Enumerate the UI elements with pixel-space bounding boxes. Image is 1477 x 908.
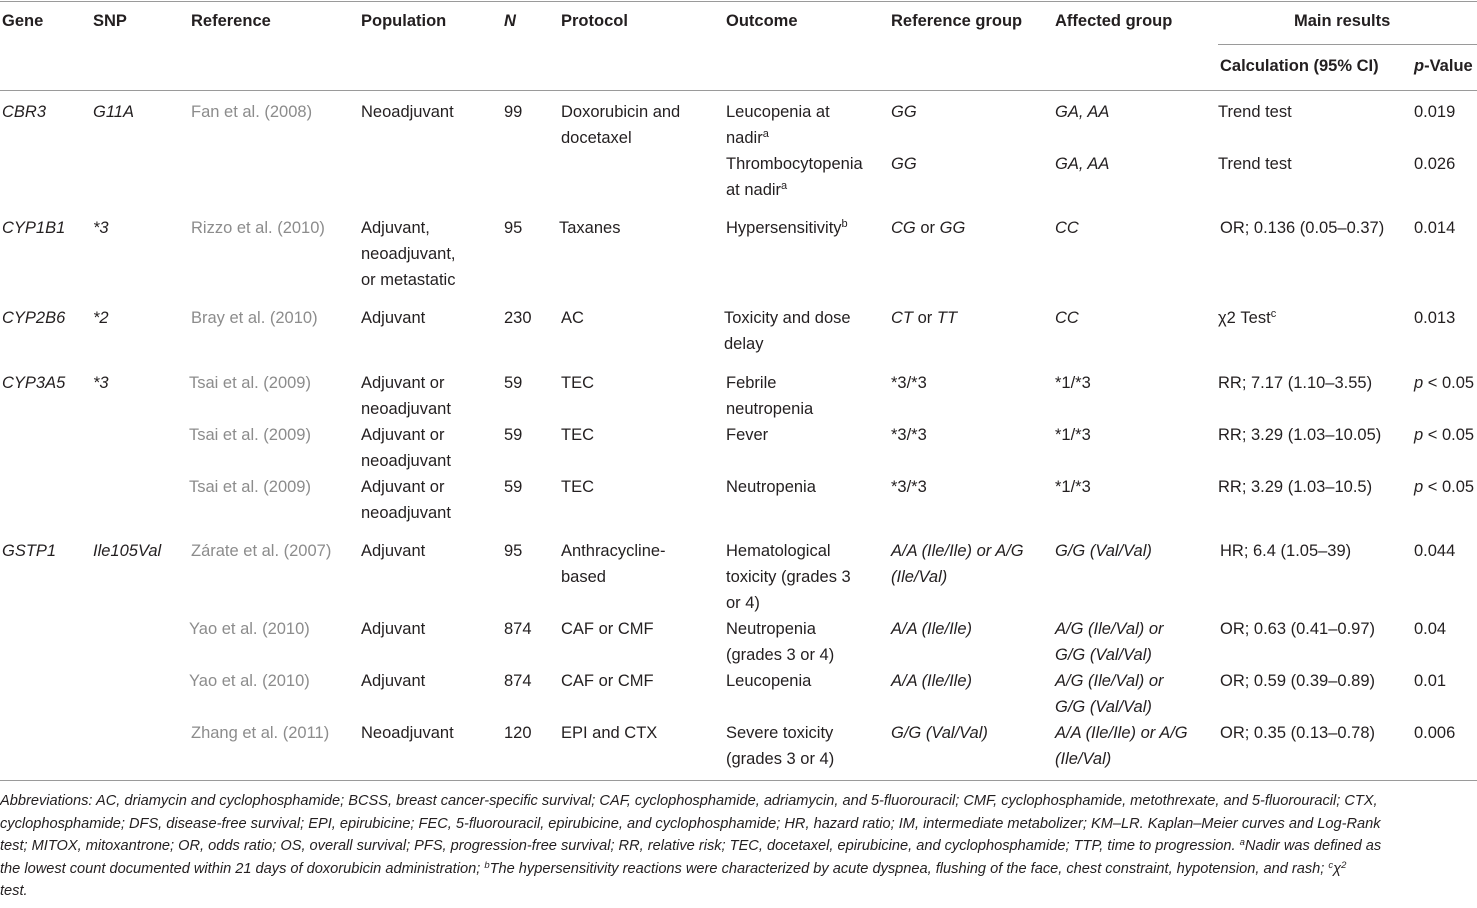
outcome-cell-text: Hypersensitivity bbox=[726, 219, 842, 237]
calculation-text: χ2 Test bbox=[1218, 309, 1271, 327]
population-cell-text: or metastatic bbox=[361, 271, 456, 289]
protocol-cell-text: based bbox=[561, 568, 606, 586]
reference-group-cell-text: *3/*3 bbox=[891, 374, 927, 392]
population-cell bbox=[361, 474, 444, 500]
calculation-text: RR; 7.17 (1.10–3.55) bbox=[1218, 374, 1373, 392]
header-outcome: Outcome bbox=[726, 12, 798, 30]
reference-cell: Bray et al. (2010) bbox=[191, 309, 318, 327]
reference-group-cell-text: A/A (Ile/Ile) or A/G bbox=[891, 542, 1024, 560]
outcome-cell bbox=[724, 331, 763, 357]
footnote-marker: b bbox=[841, 218, 848, 230]
population-cell-text: neoadjuvant bbox=[361, 452, 451, 470]
affected-group-cell bbox=[1055, 305, 1079, 331]
reference-group-part: TT bbox=[936, 309, 958, 327]
outcome-cell-text: toxicity (grades 3 bbox=[726, 568, 851, 586]
reference-group-cell bbox=[891, 720, 988, 746]
affected-group-cell bbox=[1055, 642, 1152, 668]
calculation-text: RR; 3.29 (1.03–10.05) bbox=[1218, 426, 1382, 444]
calculation-text: OR; 0.59 (0.39–0.89) bbox=[1220, 672, 1376, 690]
affected-group-cell bbox=[1055, 538, 1152, 564]
population-cell bbox=[361, 267, 455, 293]
outcome-cell bbox=[726, 590, 760, 616]
outcome-cell bbox=[726, 474, 816, 500]
affected-group-cell bbox=[1055, 215, 1079, 241]
n-cell: 230 bbox=[504, 309, 532, 327]
outcome-cell bbox=[726, 538, 831, 564]
reference-cell: Tsai et al. (2009) bbox=[189, 478, 311, 496]
footnote-text: The hypersensitivity reactions were characterized by acute dyspnea, flushing of the face, chest constraint, hypotension, and rash; bbox=[489, 860, 1329, 877]
outcome-cell-text: or 4) bbox=[726, 594, 760, 612]
snp-cell: Ile105Val bbox=[93, 542, 162, 560]
snp-cell: *3 bbox=[93, 374, 109, 392]
outcome-cell bbox=[726, 99, 830, 125]
p-threshold: < 0.05 bbox=[1423, 478, 1475, 496]
reference-group-cell-text: A/A (Ile/Ile) bbox=[891, 672, 972, 690]
protocol-cell bbox=[561, 474, 594, 500]
footnote-line: Abbreviations: AC, driamycin and cyclophosphamide; BCSS, breast cancer-specific survival; CAF, cyclophosphamide, adriamycin, and 5-fluorouracil; CMF, cyclophosphamide, metothrexate, and 5-fluorouracil; CTX, bbox=[0, 793, 1378, 809]
reference-cell: Zárate et al. (2007) bbox=[191, 542, 332, 560]
reference-group-cell-text: *3/*3 bbox=[891, 478, 927, 496]
reference-cell: Rizzo et al. (2010) bbox=[191, 219, 325, 237]
main-results-rule bbox=[1218, 44, 1477, 45]
footnote-mark-a: a bbox=[1239, 837, 1245, 848]
snp-cell: G11A bbox=[93, 103, 134, 121]
footnote-text: Nadir was defined as bbox=[1244, 838, 1382, 854]
affected-group-text: (Ile/Val) bbox=[1055, 750, 1112, 768]
p-value-cell: 0.026 bbox=[1414, 155, 1456, 173]
protocol-cell-text: TEC bbox=[561, 426, 594, 444]
header-affected-group: Affected group bbox=[1055, 12, 1173, 30]
calculation-text: OR; 0.136 (0.05–0.37) bbox=[1220, 219, 1385, 237]
outcome-cell bbox=[726, 720, 833, 746]
outcome-cell bbox=[726, 151, 863, 177]
outcome-cell bbox=[726, 125, 769, 151]
outcome-cell-text: Leucopenia bbox=[726, 672, 812, 690]
population-cell bbox=[361, 448, 451, 474]
population-cell bbox=[361, 422, 444, 448]
calculation-cell bbox=[1220, 538, 1351, 564]
outcome-cell-text: Severe toxicity bbox=[726, 724, 834, 742]
protocol-cell-text: Doxorubicin and bbox=[561, 103, 681, 121]
protocol-cell-text: CAF or CMF bbox=[561, 672, 654, 690]
p-value-cell: 0.01 bbox=[1414, 672, 1447, 690]
affected-group-text: *1/*3 bbox=[1055, 426, 1091, 444]
reference-group-cell-text: GG bbox=[891, 103, 917, 121]
footnote-line bbox=[0, 858, 1477, 881]
affected-group-text: G/G (Val/Val) bbox=[1055, 698, 1152, 716]
population-cell-text: Neoadjuvant bbox=[361, 724, 454, 742]
calculation-text: HR; 6.4 (1.05–39) bbox=[1220, 542, 1352, 560]
header-main-results: Main results bbox=[1294, 12, 1391, 30]
affected-group-text: G/G (Val/Val) bbox=[1055, 542, 1152, 560]
p-value-cell: 0.04 bbox=[1414, 620, 1447, 638]
footnote-marker: a bbox=[762, 128, 769, 140]
outcome-cell-text: at nadir bbox=[726, 181, 782, 199]
gene-cell: CBR3 bbox=[2, 103, 47, 121]
outcome-cell bbox=[726, 177, 787, 203]
footnote-line bbox=[0, 835, 1477, 858]
reference-group-cell-text: G/G (Val/Val) bbox=[891, 724, 988, 742]
footnote-text: test; MITOX, mitoxantrone; OR, odds ratio; OS, overall survival; PFS, progression-free survival; RR, relative risk; TEC, docetaxel, epirubicine, and cyclophosphamide; TTP, time to progression. bbox=[0, 838, 1240, 854]
footnote-marker: c bbox=[1270, 308, 1277, 320]
outcome-cell bbox=[726, 564, 851, 590]
calculation-cell bbox=[1220, 215, 1384, 241]
calculation-cell bbox=[1218, 422, 1381, 448]
header-calculation: Calculation (95% CI) bbox=[1220, 57, 1379, 75]
protocol-cell bbox=[561, 668, 654, 694]
header-reference-group: Reference group bbox=[891, 12, 1023, 30]
population-cell-text: Adjuvant bbox=[361, 309, 426, 327]
header-reference: Reference bbox=[191, 12, 271, 30]
n-cell: 59 bbox=[504, 426, 523, 444]
reference-group-part: CG bbox=[891, 219, 916, 237]
table-footnote bbox=[0, 790, 1477, 903]
protocol-cell-text: Taxanes bbox=[559, 219, 621, 237]
protocol-cell-text: TEC bbox=[561, 374, 594, 392]
protocol-cell-text: AC bbox=[561, 309, 584, 327]
header-protocol: Protocol bbox=[561, 12, 628, 30]
affected-group-cell bbox=[1055, 746, 1111, 772]
reference-group-part: CT bbox=[891, 309, 913, 327]
calculation-cell bbox=[1218, 99, 1292, 125]
protocol-cell-text: TEC bbox=[561, 478, 594, 496]
protocol-cell bbox=[559, 215, 620, 241]
population-cell-text: neoadjuvant, bbox=[361, 245, 456, 263]
affected-group-text: CC bbox=[1055, 309, 1079, 327]
population-cell bbox=[361, 668, 425, 694]
affected-group-text: *1/*3 bbox=[1055, 478, 1091, 496]
population-cell-text: Adjuvant or bbox=[361, 478, 445, 496]
reference-group-part: or bbox=[920, 219, 936, 237]
outcome-cell-text: Hematological bbox=[726, 542, 831, 560]
affected-group-cell bbox=[1055, 99, 1109, 125]
outcome-cell bbox=[726, 668, 811, 694]
population-cell bbox=[361, 720, 454, 746]
affected-group-cell bbox=[1055, 720, 1188, 746]
footnote-mark-c: c bbox=[1328, 859, 1334, 871]
population-cell-text: Adjuvant bbox=[361, 542, 426, 560]
reference-group-cell bbox=[891, 151, 917, 177]
reference-group-cell bbox=[891, 668, 972, 694]
population-cell bbox=[361, 396, 451, 422]
outcome-cell bbox=[726, 616, 816, 642]
header-bottom-rule bbox=[0, 90, 1477, 91]
protocol-cell bbox=[561, 538, 666, 564]
protocol-cell bbox=[561, 616, 654, 642]
population-cell-text: Adjuvant, bbox=[361, 219, 430, 237]
calculation-cell bbox=[1220, 668, 1375, 694]
table-top-rule bbox=[0, 1, 1477, 2]
p-letter: p bbox=[1414, 374, 1424, 392]
calculation-text: Trend test bbox=[1218, 103, 1292, 121]
outcome-cell-text: delay bbox=[724, 335, 764, 353]
p-threshold: < 0.05 bbox=[1423, 426, 1475, 444]
outcome-cell bbox=[726, 642, 834, 668]
outcome-cell-text: nadir bbox=[726, 129, 763, 147]
outcome-cell-text: Neutropenia bbox=[726, 620, 816, 638]
n-cell: 874 bbox=[504, 672, 532, 690]
reference-group-cell bbox=[891, 422, 927, 448]
outcome-cell bbox=[726, 422, 768, 448]
footnote-line: test. bbox=[0, 883, 28, 899]
header-population: Population bbox=[361, 12, 447, 30]
affected-group-cell bbox=[1055, 370, 1091, 396]
p-value-cell: 0.014 bbox=[1414, 219, 1456, 237]
footnote-mark-b: b bbox=[484, 859, 490, 871]
protocol-cell bbox=[561, 305, 584, 331]
reference-group-part: or bbox=[917, 309, 933, 327]
n-cell: 95 bbox=[504, 542, 523, 560]
affected-group-cell bbox=[1055, 422, 1091, 448]
affected-group-text: GA, AA bbox=[1055, 103, 1110, 121]
outcome-cell-text: Neutropenia bbox=[726, 478, 816, 496]
n-cell: 95 bbox=[504, 219, 523, 237]
table-bottom-rule bbox=[0, 780, 1477, 781]
outcome-cell bbox=[726, 746, 834, 772]
n-cell: 874 bbox=[504, 620, 532, 638]
p-value-cell: 0.019 bbox=[1414, 103, 1456, 121]
header-p-value bbox=[1414, 53, 1473, 79]
p-value-cell: 0.044 bbox=[1414, 542, 1456, 560]
affected-group-cell bbox=[1055, 668, 1164, 694]
reference-cell: Yao et al. (2010) bbox=[189, 672, 310, 690]
gene-cell: CYP1B1 bbox=[2, 219, 66, 237]
reference-group-cell bbox=[891, 616, 972, 642]
reference-group-cell-text: GG bbox=[891, 155, 917, 173]
population-cell-text: Neoadjuvant bbox=[361, 103, 454, 121]
header-n: N bbox=[504, 12, 516, 30]
n-cell: 99 bbox=[504, 103, 523, 121]
outcome-cell bbox=[724, 305, 851, 331]
calculation-cell bbox=[1218, 305, 1276, 331]
population-cell-text: Adjuvant or bbox=[361, 374, 445, 392]
outcome-cell-text: neutropenia bbox=[726, 400, 814, 418]
calculation-cell bbox=[1220, 720, 1375, 746]
footnote-marker: a bbox=[781, 180, 788, 192]
reference-group-cell bbox=[891, 538, 1024, 564]
population-cell bbox=[361, 215, 430, 241]
calculation-cell bbox=[1218, 151, 1292, 177]
protocol-cell bbox=[561, 99, 680, 125]
population-cell bbox=[361, 538, 425, 564]
snp-cell: *3 bbox=[93, 219, 109, 237]
reference-group-cell bbox=[891, 474, 927, 500]
reference-group-cell bbox=[891, 215, 965, 241]
outcome-cell bbox=[726, 396, 813, 422]
protocol-cell bbox=[561, 564, 606, 590]
reference-cell: Fan et al. (2008) bbox=[191, 103, 313, 121]
reference-group-part: GG bbox=[939, 219, 966, 237]
calculation-cell bbox=[1220, 616, 1375, 642]
reference-cell: Yao et al. (2010) bbox=[189, 620, 310, 638]
protocol-cell bbox=[561, 720, 657, 746]
n-cell: 59 bbox=[504, 478, 523, 496]
reference-group-cell bbox=[891, 370, 927, 396]
header-gene: Gene bbox=[2, 12, 44, 30]
affected-group-cell bbox=[1055, 151, 1109, 177]
protocol-cell-text: Anthracycline- bbox=[561, 542, 666, 560]
population-cell-text: neoadjuvant bbox=[361, 504, 451, 522]
affected-group-text: A/A (Ile/Ile) or A/G bbox=[1055, 724, 1188, 742]
affected-group-text: CC bbox=[1055, 219, 1079, 237]
p-value-cell: 0.013 bbox=[1414, 309, 1456, 327]
outcome-cell-text: Thrombocytopenia bbox=[726, 155, 863, 173]
gene-cell: CYP2B6 bbox=[2, 309, 66, 327]
n-cell: 59 bbox=[504, 374, 523, 392]
header-snp: SNP bbox=[93, 12, 127, 30]
affected-group-cell bbox=[1055, 616, 1164, 642]
population-cell-text: Adjuvant or bbox=[361, 426, 445, 444]
p-value-cell: 0.006 bbox=[1414, 724, 1456, 742]
n-cell: 120 bbox=[504, 724, 532, 742]
reference-group-cell-text: A/A (Ile/Ile) bbox=[891, 620, 972, 638]
population-cell bbox=[361, 99, 454, 125]
footnote-chi: χ bbox=[1333, 860, 1342, 877]
outcome-cell-text: Toxicity and dose bbox=[724, 309, 851, 327]
affected-group-text: G/G (Val/Val) bbox=[1055, 646, 1152, 664]
footnote-line: cyclophosphamide; DFS, disease-free survival; EPI, epirubicine; FEC, 5-fluorouracil, epirubicine, and cyclophosphamide; HR, hazard ratio; IM, intermediate metabolizer; KM–LR. Kaplan–Meier curves and Log-Rank bbox=[0, 815, 1381, 832]
p-value-cell bbox=[1414, 474, 1474, 500]
affected-group-text: *1/*3 bbox=[1055, 374, 1091, 392]
reference-group-cell-text: *3/*3 bbox=[891, 426, 927, 444]
p-threshold: < 0.05 bbox=[1423, 374, 1475, 392]
population-cell bbox=[361, 370, 444, 396]
reference-group-cell bbox=[891, 99, 917, 125]
population-cell-text: Adjuvant bbox=[361, 672, 426, 690]
header-p-letter: p bbox=[1414, 57, 1425, 75]
protocol-cell-text: CAF or CMF bbox=[561, 620, 654, 638]
protocol-cell-text: EPI and CTX bbox=[561, 724, 658, 742]
outcome-cell-text: Fever bbox=[726, 426, 769, 444]
outcome-cell-text: Febrile bbox=[726, 374, 777, 392]
population-cell bbox=[361, 500, 451, 526]
calculation-cell bbox=[1218, 370, 1372, 396]
population-cell bbox=[361, 616, 425, 642]
calculation-cell bbox=[1218, 474, 1372, 500]
affected-group-text: GA, AA bbox=[1055, 155, 1110, 173]
outcome-cell-text: (grades 3 or 4) bbox=[726, 750, 835, 768]
outcome-cell-text: (grades 3 or 4) bbox=[726, 646, 835, 664]
population-cell bbox=[361, 305, 425, 331]
protocol-cell-text: docetaxel bbox=[561, 129, 632, 147]
p-value-cell bbox=[1414, 422, 1474, 448]
affected-group-cell bbox=[1055, 474, 1091, 500]
calculation-text: OR; 0.35 (0.13–0.78) bbox=[1220, 724, 1376, 742]
p-letter: p bbox=[1414, 426, 1424, 444]
footnote-mark-2: 2 bbox=[1341, 859, 1347, 871]
outcome-cell bbox=[726, 215, 848, 241]
reference-group-cell bbox=[891, 305, 957, 331]
p-letter: p bbox=[1414, 478, 1424, 496]
protocol-cell bbox=[561, 370, 594, 396]
reference-group-cell-text: (Ile/Val) bbox=[891, 568, 948, 586]
reference-cell: Tsai et al. (2009) bbox=[189, 374, 311, 392]
calculation-text: RR; 3.29 (1.03–10.5) bbox=[1218, 478, 1373, 496]
reference-cell: Tsai et al. (2009) bbox=[189, 426, 311, 444]
gene-cell: GSTP1 bbox=[2, 542, 57, 560]
protocol-cell bbox=[561, 422, 594, 448]
snp-cell: *2 bbox=[93, 309, 109, 327]
footnote-text: the lowest count documented within 21 days of doxorubicin administration; bbox=[0, 860, 485, 877]
population-cell bbox=[361, 241, 456, 267]
population-cell-text: Adjuvant bbox=[361, 620, 426, 638]
affected-group-text: A/G (Ile/Val) or bbox=[1055, 620, 1164, 638]
reference-cell: Zhang et al. (2011) bbox=[191, 724, 330, 742]
outcome-cell bbox=[726, 370, 776, 396]
population-cell-text: neoadjuvant bbox=[361, 400, 451, 418]
affected-group-cell bbox=[1055, 694, 1152, 720]
header-p-suffix: -Value bbox=[1424, 57, 1473, 75]
calculation-text: OR; 0.63 (0.41–0.97) bbox=[1220, 620, 1376, 638]
reference-group-cell bbox=[891, 564, 947, 590]
calculation-text: Trend test bbox=[1218, 155, 1292, 173]
outcome-cell-text: Leucopenia at bbox=[726, 103, 830, 121]
protocol-cell bbox=[561, 125, 632, 151]
gene-cell: CYP3A5 bbox=[2, 374, 66, 392]
p-value-cell bbox=[1414, 370, 1474, 396]
affected-group-text: A/G (Ile/Val) or bbox=[1055, 672, 1164, 690]
